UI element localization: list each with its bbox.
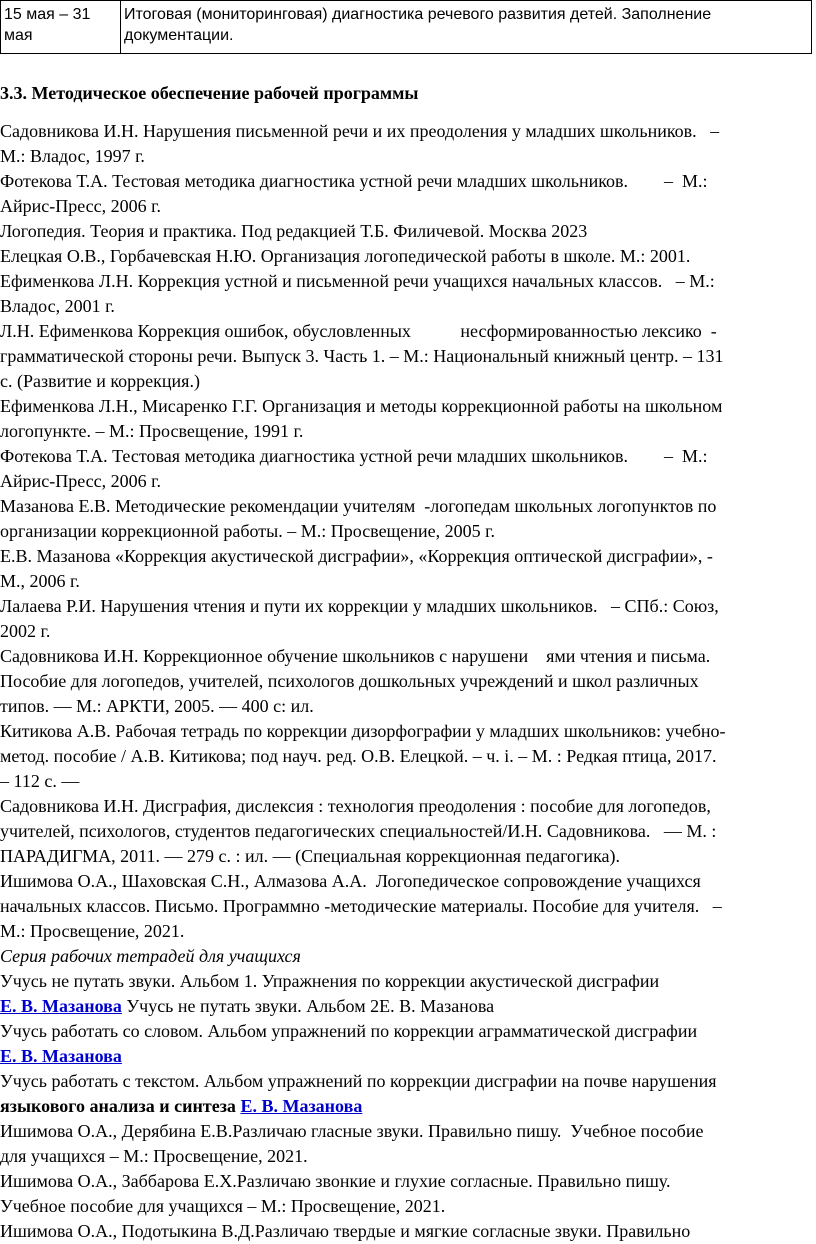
bib-line: Мазанова Е.В. Методические рекомендации учителям -логопедам школьных логопунктов по [0, 496, 717, 516]
bib-line: Лалаева Р.И. Нарушения чтения и пути их коррекции у младших школьников. – СПб.: Союз, [0, 596, 719, 616]
workbook-line: Учусь работать со словом. Альбом упражнений по коррекции аграмматической дисграфии [0, 1021, 698, 1041]
date-cell: 15 мая – 31 мая [1, 1, 121, 54]
bib-line: М., 2006 г. [0, 571, 80, 591]
bib-line: Садовникова И.Н. Нарушения письменной речи и их преодоления у младших школьников. – [0, 121, 720, 141]
bib-line: логопункте. – М.: Просвещение, 1991 г. [0, 421, 304, 441]
bib-line: Китикова А.В. Рабочая тетрадь по коррекции дизорфографии у младших школьников: учебно- [0, 721, 726, 741]
bib-line: Елецкая О.В., Горбачевская Н.Ю. Организация логопедической работы в школе. М.: 2001. [0, 246, 691, 266]
bib-line: Ефименкова Л.Н., Мисаренко Г.Г. Организация и методы коррекционной работы на школьном [0, 396, 723, 416]
bib-line: Логопедия. Теория и практика. Под редакцией Т.Б. Филичевой. Москва 2023 [0, 221, 588, 241]
bib-line: М.: Просвещение, 2021. [0, 921, 185, 941]
workbook-line: Учусь работать с текстом. Альбом упражнений по коррекции дисграфии на почве нарушения [0, 1071, 717, 1091]
bib-line: Садовникова И.Н. Коррекционное обучение школьников с нарушени ями чтения и письма. [0, 646, 711, 666]
bib-line: учителей, психологов, студентов педагогических специальностей/И.Н. Садовникова. — М. : [0, 821, 717, 841]
section-title: 3.3. Методическое обеспечение рабочей программы [0, 83, 419, 103]
workbook-text: языкового анализа и синтеза [0, 1096, 241, 1116]
workbook-line [0, 1044, 816, 1069]
author-link[interactable]: Е. В. Мазанова [0, 996, 122, 1016]
workbook-line: Учусь не путать звуки. Альбом 1. Упражнения по коррекции акустической дисграфии [0, 971, 660, 991]
workbook-line [0, 1094, 816, 1119]
bib-line: Айрис-Пресс, 2006 г. [0, 471, 162, 491]
bib-line: Фотекова Т.А. Тестовая методика диагностика устной речи младших школьников. – М.: [0, 446, 708, 466]
bib-line: грамматической стороны речи. Выпуск 3. Часть 1. – М.: Национальный книжный центр. – 131 [0, 346, 724, 366]
bib-line: метод. пособие / А.В. Китикова; под науч. ред. О.В. Елецкой. – ч. і. – М. : Редкая птица, 2017. [0, 746, 717, 766]
bib-line: Ишимова О.А., Заббарова Е.Х.Различаю звонкие и глухие согласные. Правильно пишу. [0, 1171, 671, 1191]
series-title: Серия рабочих тетрадей для учащихся [0, 946, 301, 966]
task-cell: Итоговая (мониторинговая) диагностика речевого развития детей. Заполнение документации. [121, 1, 812, 54]
author-link[interactable]: Е. В. Мазанова [240, 1096, 363, 1116]
bib-line: Ишимова О.А., Шаховская С.Н., Алмазова А.А. Логопедическое сопровождение учащихся [0, 871, 701, 891]
bib-line: Л.Н. Ефименкова Коррекция ошибок, обусловленных несформированностью лексико - [0, 321, 717, 341]
bib-line: организации коррекционной работы. – М.: Просвещение, 2005 г. [0, 521, 496, 541]
bib-line: с. (Развитие и коррекция.) [0, 371, 200, 391]
bib-line: – 112 с. — [0, 771, 80, 791]
bib-line: Ефименкова Л.Н. Коррекция устной и письменной речи учащихся начальных классов. – М.: [0, 271, 715, 291]
bib-line: Пособие для логопедов, учителей, психологов дошкольных учреждений и школ различных [0, 671, 699, 691]
bib-line: Ишимова О.А., Подотыкина В.Д.Различаю твердые и мягкие согласные звуки. Правильно [0, 1221, 691, 1241]
bib-line: начальных классов. Письмо. Программно -методические материалы. Пособие для учителя. – [0, 896, 722, 916]
bib-line: 2002 г. [0, 621, 51, 641]
workbook-line [0, 994, 816, 1019]
bib-line: для учащихся – М.: Просвещение, 2021. [0, 1146, 308, 1166]
bib-line: Ишимова О.А., Дерябина Е.В.Различаю гласные звуки. Правильно пишу. Учебное пособие [0, 1121, 704, 1141]
bib-line: М.: Владос, 1997 г. [0, 146, 145, 166]
bib-line: Айрис-Пресс, 2006 г. [0, 196, 162, 216]
schedule-table [0, 0, 812, 54]
bib-line: Е.В. Мазанова «Коррекция акустической дисграфии», «Коррекция оптической дисграфии», - [0, 546, 713, 566]
bib-line: ПАРАДИГМА, 2011. — 279 с. : ил. — (Специальная коррекционная педагогика). [0, 846, 621, 866]
bib-line: Владос, 2001 г. [0, 296, 115, 316]
bib-line: Садовникова И.Н. Дисграфия, дислексия : технология преодоления : пособие для логопедов, [0, 796, 711, 816]
author-link[interactable]: Е. В. Мазанова [0, 1046, 122, 1066]
bib-line: Учебное пособие для учащихся – М.: Просвещение, 2021. [0, 1196, 446, 1216]
table-row [1, 1, 812, 54]
bib-line: типов. — М.: АРКТИ, 2005. — 400 с: ил. [0, 696, 314, 716]
bibliography [0, 119, 816, 1244]
workbook-text: Учусь не путать звуки. Альбом 2Е. В. Мазанова [121, 996, 495, 1016]
bib-line: Фотекова Т.А. Тестовая методика диагностика устной речи младших школьников. – М.: [0, 171, 708, 191]
